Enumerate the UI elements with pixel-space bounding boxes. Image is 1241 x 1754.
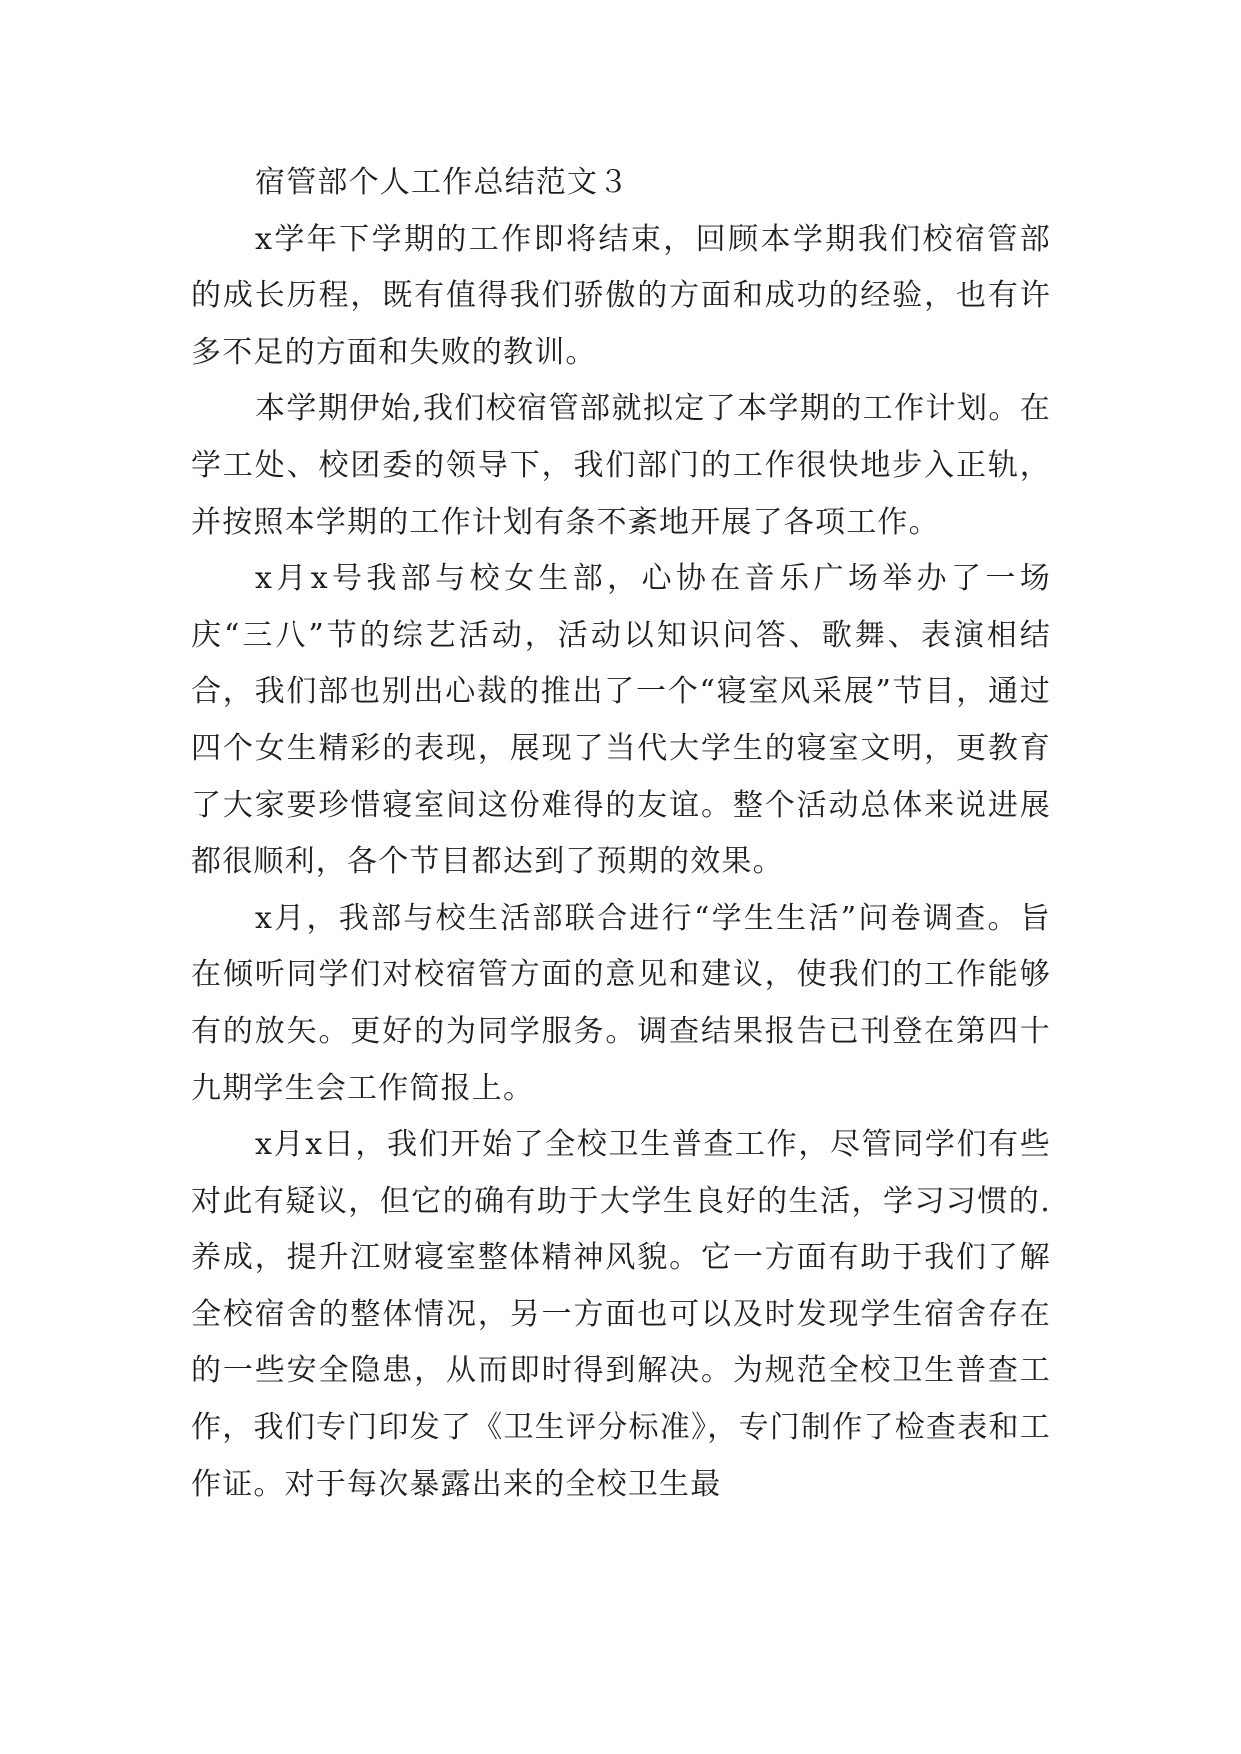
paragraph-5: x月x日，我们开始了全校卫生普查工作，尽管同学们有些对此有疑议，但它的确有助于大学生良好的生活，学习习惯的.养成，提升江财寝室整体精神风貌。它一方面有助于我们了解全校宿舍的整体情况，另一方面也可以及时发现学生宿舍存在的一些安全隐患，从而即时得到解决。为规范全校卫生普查工作，我们专门印发了《卫生评分标准》，专门制作了检查表和工作证。对于每次暴露出来的全校卫生最 xyxy=(191,1127,1051,1502)
paragraph-1: x学年下学期的工作即将结束，回顾本学期我们校宿管部的成长历程，既有值得我们骄傲的方面和成功的经验，也有许多不足的方面和失败的教训。 xyxy=(191,221,1051,370)
paragraph-3: x月x号我部与校女生部，心协在音乐广场举办了一场庆“三八”节的综艺活动，活动以知识问答、歌舞、表演相结合，我们部也别出心裁的推出了一个“寝室风采展”节目，通过四个女生精彩的表现，展现了当代大学生的寝室文明，更教育了大家要珍惜寝室间这份难得的友谊。整个活动总体来说进展都很顺利，各个节目都达到了预期的效果。 xyxy=(191,561,1051,880)
paragraph-4: x月，我部与校生活部联合进行“学生生活”问卷调查。旨在倾听同学们对校宿管方面的意见和建议，使我们的工作能够有的放矢。更好的为同学服务。调查结果报告已刊登在第四十九期学生会工作简报上。 xyxy=(191,900,1051,1106)
document-title: 宿管部个人工作总结范文３ xyxy=(255,165,630,200)
document-body xyxy=(191,155,1051,1513)
paragraph-2: 本学期伊始,我们校宿管部就拟定了本学期的工作计划。在学工处、校团委的领导下，我们部门的工作很快地步入正轨，并按照本学期的工作计划有条不紊地开展了各项工作。 xyxy=(191,391,1051,540)
